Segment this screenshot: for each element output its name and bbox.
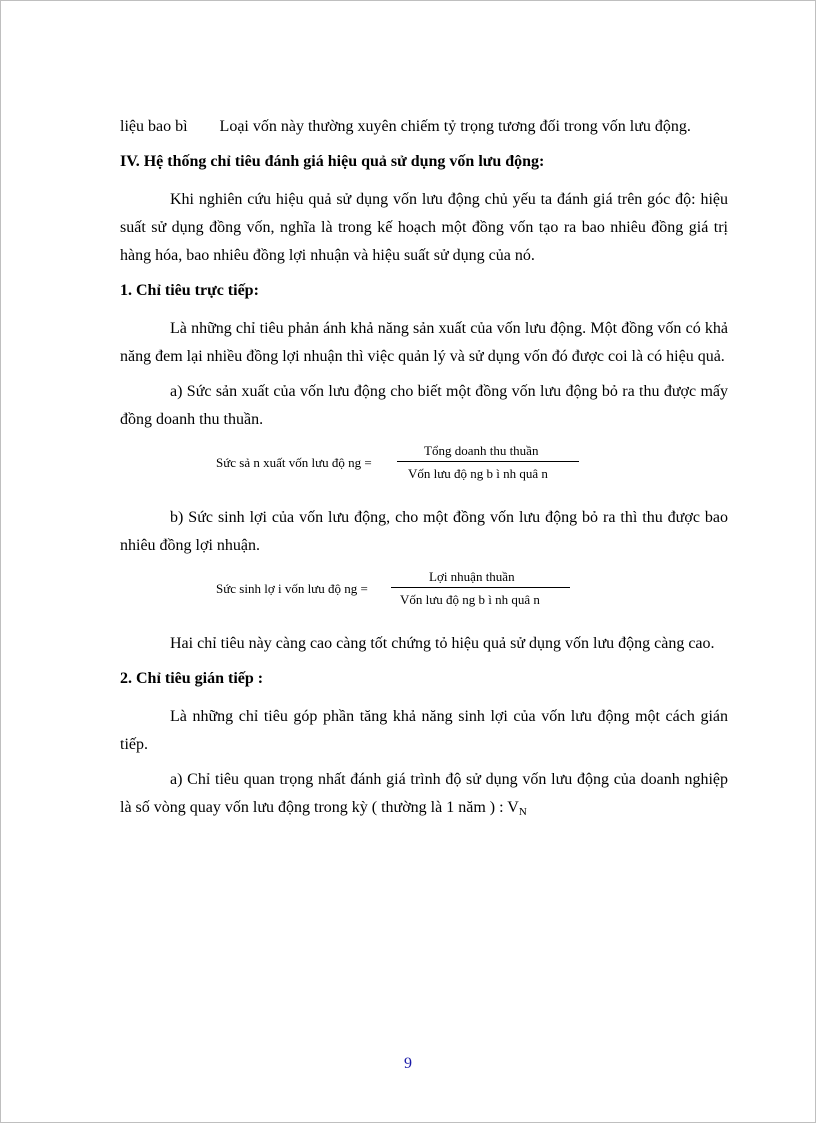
- section-iv-body: Khi nghiên cứu hiệu quả sử dụng vốn lưu động chủ yếu ta đánh giá trên góc độ: hiệu suất sử dụng đồng vốn, nghĩa là trong kế hoạch một đồng vốn tạo ra bao nhiêu đồng giá trị hàng hóa, bao nhiêu đồng lợi nhuận và hiệu suất sử dụng của nó.: [120, 191, 728, 264]
- document-body: [120, 113, 728, 833]
- intro-paragraph: [120, 113, 728, 141]
- formula-numerator: Lợi nhuận thuần: [429, 569, 515, 584]
- indirect-item-a: [120, 766, 728, 826]
- direct-indicators-heading: 1. Chỉ tiêu trực tiếp:: [120, 282, 259, 299]
- formula-lhs: Sức sả n xuất vốn lưu độ ng =: [216, 455, 372, 470]
- profit-formula: [120, 567, 728, 619]
- fraction-bar: [397, 461, 579, 462]
- section-iv-heading: IV. Hệ thống chỉ tiêu đánh giá hiệu quả sử dụng vốn lưu động:: [120, 153, 545, 170]
- direct-indicators-body: Là những chỉ tiêu phản ánh khả năng sản xuất của vốn lưu động. Một đồng vốn có khả năng đem lại nhiều đồng lợi nhuận thì việc quản lý và sử dụng vốn đó được coi là có hiệu quả.: [120, 320, 728, 365]
- direct-item-b: b) Sức sinh lợi của vốn lưu động, cho một đồng vốn lưu động bỏ ra thì thu được bao nhiêu đồng lợi nhuận.: [120, 509, 728, 554]
- indirect-item-a-text: a) Chỉ tiêu quan trọng nhất đánh giá trình độ sử dụng vốn lưu động của doanh nghiệp là số vòng quay vốn lưu động trong kỳ ( thường là 1 năm ) : V: [120, 771, 728, 816]
- page-number: 9: [404, 1055, 412, 1072]
- formula-denominator: Vốn lưu độ ng b ì nh quâ n: [400, 592, 540, 607]
- subscript-n: N: [518, 806, 527, 818]
- fraction-bar: [391, 587, 570, 588]
- intro-text-b: Loại vốn này thường xuyên chiếm tỷ trọng tương đối trong vốn lưu động.: [219, 118, 691, 135]
- intro-text-a: liệu bao bì: [120, 118, 188, 135]
- production-formula: [120, 441, 728, 493]
- direct-item-a: a) Sức sản xuất của vốn lưu động cho biết một đồng vốn lưu động bỏ ra thu được mấy đồng doanh thu thuần.: [120, 383, 728, 428]
- indirect-indicators-body: Là những chỉ tiêu góp phần tăng khả năng sinh lợi của vốn lưu động một cách gián tiếp.: [120, 708, 728, 753]
- formula-denominator: Vốn lưu độ ng b ì nh quâ n: [408, 466, 548, 481]
- formula-numerator: Tổng doanh thu thuần: [424, 443, 539, 458]
- direct-conclusion: Hai chỉ tiêu này càng cao càng tốt chứng tỏ hiệu quả sử dụng vốn lưu động càng cao.: [170, 635, 715, 652]
- formula-lhs: Sức sinh lợ i vốn lưu độ ng =: [216, 581, 368, 596]
- indirect-indicators-heading: 2. Chỉ tiêu gián tiếp :: [120, 670, 264, 687]
